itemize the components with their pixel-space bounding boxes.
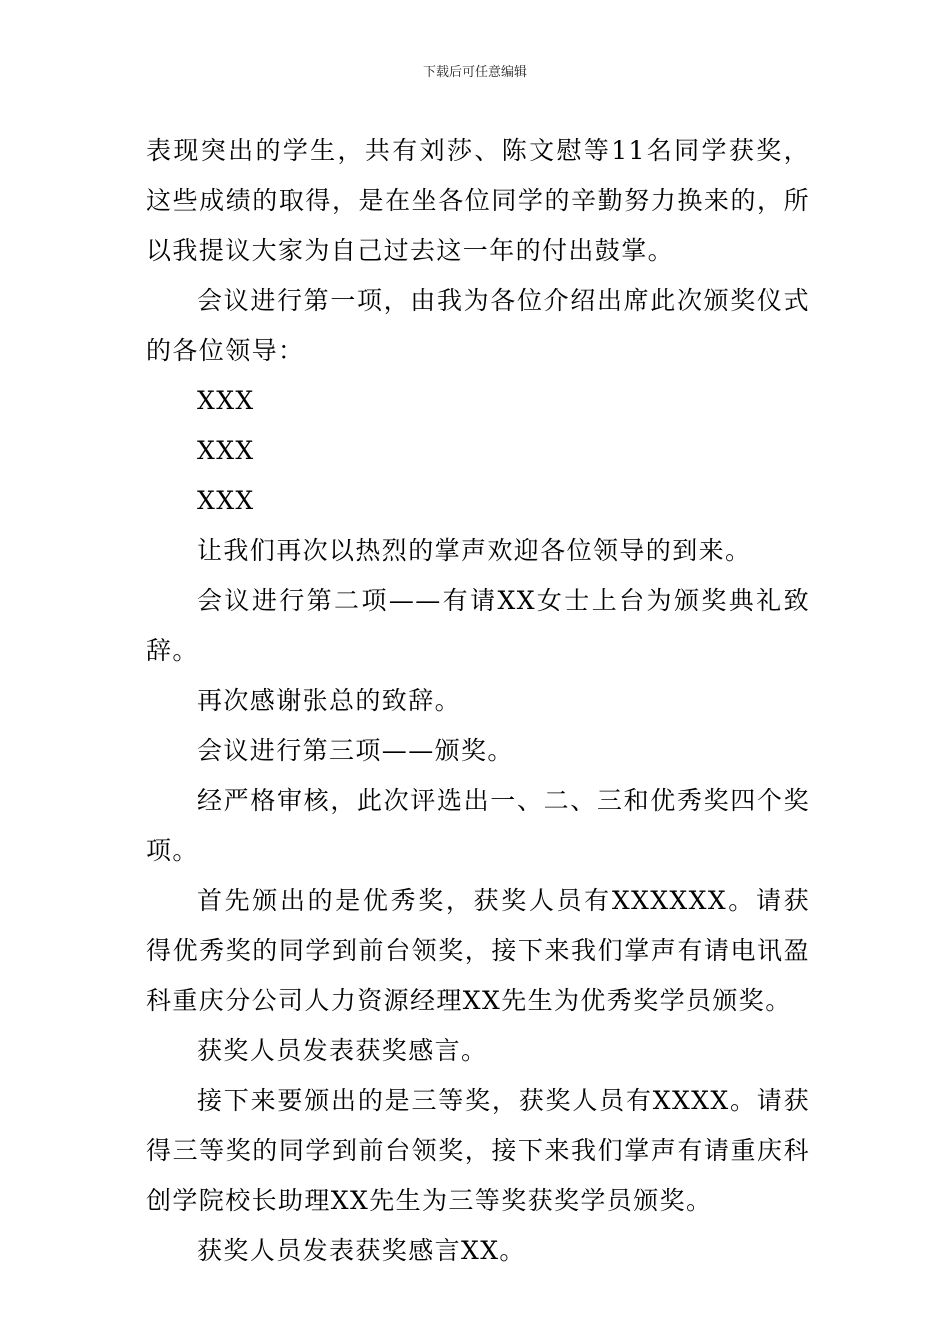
paragraph-6: 让我们再次以热烈的掌声欢迎各位领导的到来。	[197, 536, 752, 565]
paragraph-11: 首先颁出的是优秀奖，获奖人员有XXXXXX。请获得优秀奖的同学到前台领奖，接下来我们掌声有请电讯盈科重庆分公司人力资源经理XX先生为优秀奖学员颁奖。	[146, 886, 810, 1015]
paragraph-14: 获奖人员发表获奖感言XX。	[197, 1236, 526, 1265]
paragraph-9: 会议进行第三项——颁奖。	[197, 736, 514, 765]
document-body	[146, 126, 810, 1276]
page-header: 下载后可任意编辑	[422, 65, 527, 80]
paragraph-1: 表现突出的学生，共有刘莎、陈文慰等11名同学获奖，这些成绩的取得，是在坐各位同学的辛勤努力换来的，所以我提议大家为自己过去这一年的付出鼓掌。	[146, 136, 810, 265]
leader-name-1: XXX	[197, 386, 255, 415]
paragraph-10: 经严格审核，此次评选出一、二、三和优秀奖四个奖项。	[146, 786, 810, 865]
paragraph-8: 再次感谢张总的致辞。	[197, 686, 462, 715]
paragraph-13: 接下来要颁出的是三等奖，获奖人员有XXXX。请获得三等奖的同学到前台领奖，接下来我们掌声有请重庆科创学院校长助理XX先生为三等奖获奖学员颁奖。	[146, 1086, 810, 1215]
paragraph-12: 获奖人员发表获奖感言。	[197, 1036, 488, 1065]
leader-name-2: XXX	[197, 436, 255, 465]
leader-name-3: XXX	[197, 486, 255, 515]
paragraph-2: 会议进行第一项，由我为各位介绍出席此次颁奖仪式的各位领导：	[146, 286, 810, 365]
paragraph-7: 会议进行第二项——有请XX女士上台为颁奖典礼致辞。	[146, 586, 810, 665]
